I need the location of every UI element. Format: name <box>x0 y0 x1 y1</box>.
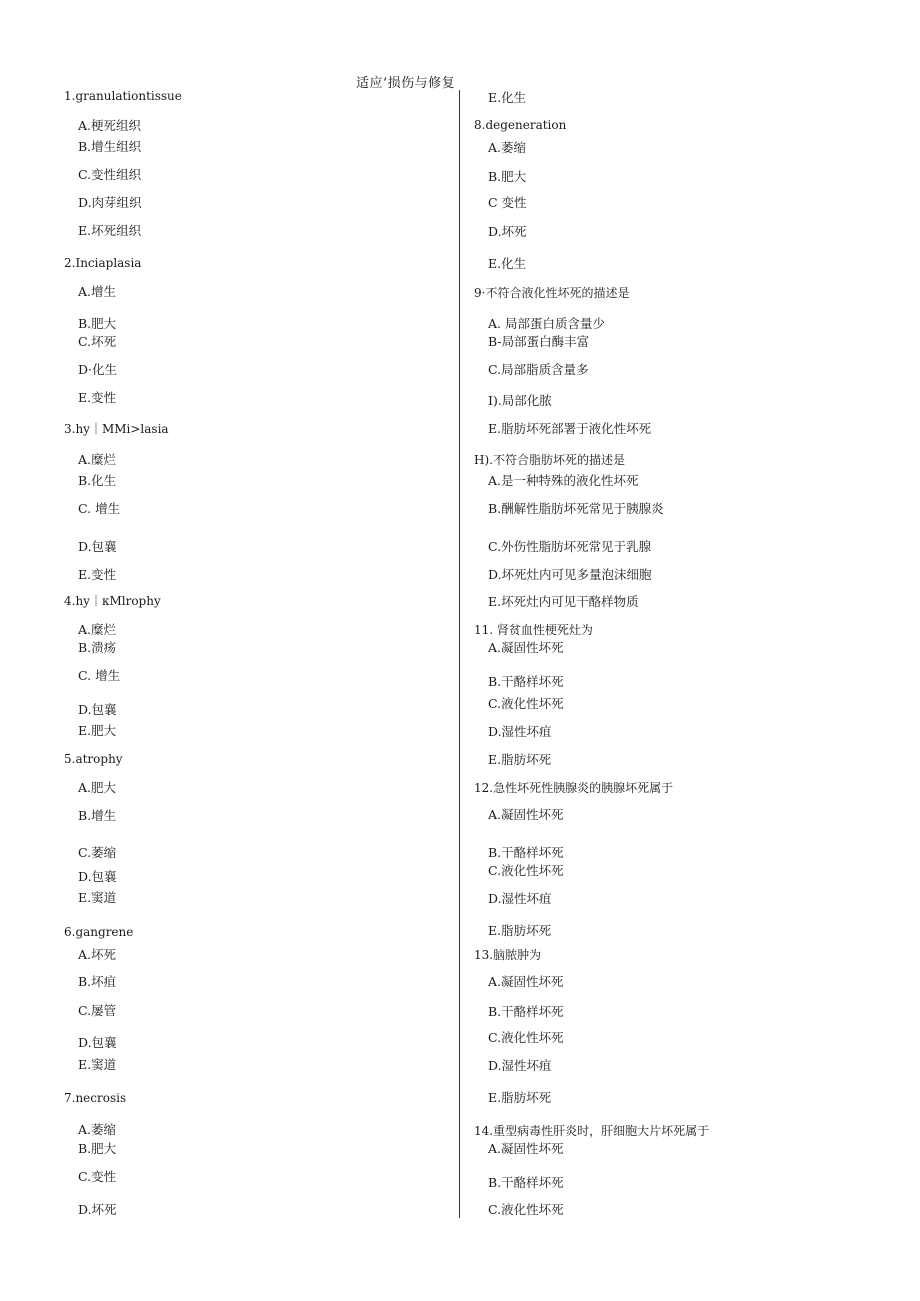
right-option-line: A.萎缩 <box>488 140 527 155</box>
right-option-line: C.液化性坏死 <box>488 1030 564 1045</box>
right-option-line: C.液化性坏死 <box>488 696 564 711</box>
left-option-line: E.窦道 <box>78 890 117 905</box>
right-option-line: A. 局部蛋白质含量少 <box>488 316 605 331</box>
right-option-line: D.坏死灶内可见多量泡沫细胞 <box>488 567 652 582</box>
right-question-line: 13.脑脓肿为 <box>474 948 542 962</box>
right-option-line: E.脂肪坏死 <box>488 923 552 938</box>
right-option-line: D.湿性坏疽 <box>488 891 552 906</box>
left-option-line: D.包襄 <box>78 539 117 554</box>
left-option-line: B.溃疡 <box>78 640 117 655</box>
right-option-line: A.是一种特殊的液化性坏死 <box>488 473 639 488</box>
left-option-line: A.增生 <box>78 284 117 299</box>
right-option-line: I).局部化脓 <box>488 393 552 408</box>
right-option-line: C.液化性坏死 <box>488 1202 564 1217</box>
right-question-line: 12.急性坏死性胰腺炎的胰腺坏死属于 <box>474 781 674 795</box>
right-question-line: 8.degeneration <box>474 118 567 132</box>
left-option-line: B.化生 <box>78 473 117 488</box>
right-option-line: B-局部蛋白酶丰富 <box>488 334 590 349</box>
left-option-line: D.坏死 <box>78 1202 117 1217</box>
left-option-line: D.肉芽组织 <box>78 195 142 210</box>
left-option-line: A.萎缩 <box>78 1122 117 1137</box>
left-option-line: E.变性 <box>78 567 117 582</box>
right-option-line: E.化生 <box>488 90 527 105</box>
right-question-line: H).不符合脂肪坏死的描述是 <box>474 453 625 467</box>
left-option-line: E.坏死组织 <box>78 223 142 238</box>
right-option-line: B.干酪样坏死 <box>488 1175 564 1190</box>
left-option-line: C.萎缩 <box>78 845 117 860</box>
right-option-line: E.脂肪坏死 <box>488 1090 552 1105</box>
left-option-line: A.糜烂 <box>78 622 117 637</box>
left-option-line: A.坏死 <box>78 947 117 962</box>
right-option-line: C.局部脂质含量多 <box>488 362 589 377</box>
left-option-line: E.肥大 <box>78 723 117 738</box>
right-option-line: B.干酪样坏死 <box>488 1004 564 1019</box>
left-question-line: 5.atrophy <box>64 752 123 766</box>
right-option-line: D.湿性坏疽 <box>488 1058 552 1073</box>
left-question-line: 6.gangrene <box>64 925 134 939</box>
left-option-line: C.屡管 <box>78 1003 117 1018</box>
left-option-line: A.梗死组织 <box>78 118 142 133</box>
right-option-line: E.脂肪坏死部署于液化性坏死 <box>488 421 652 436</box>
left-option-line: E.窦道 <box>78 1057 117 1072</box>
right-question-line: 9·不符合液化性坏死的描述是 <box>474 286 630 300</box>
right-option-line: C.液化性坏死 <box>488 863 564 878</box>
column-divider <box>459 90 460 1218</box>
document-title: 适应’损伤与修复 <box>356 76 456 91</box>
left-option-line: D·化生 <box>78 362 117 377</box>
right-option-line: A.凝固性坏死 <box>488 640 564 655</box>
left-option-line: C. 增生 <box>78 501 121 516</box>
right-question-line: 14.重型病毒性肝炎时，肝细胞大片坏死属于 <box>474 1124 710 1138</box>
right-option-line: D.湿性坏疽 <box>488 724 552 739</box>
right-option-line: A.凝固性坏死 <box>488 807 564 822</box>
left-option-line: C.坏死 <box>78 334 117 349</box>
right-option-line: C.外伤性脂肪坏死常见于乳腺 <box>488 539 652 554</box>
right-option-line: C 变性 <box>488 195 527 210</box>
right-option-line: E.化生 <box>488 256 527 271</box>
right-option-line: B.干酪样坏死 <box>488 845 564 860</box>
left-option-line: A.肥大 <box>78 780 117 795</box>
left-option-line: D.包襄 <box>78 702 117 717</box>
left-option-line: D.包襄 <box>78 869 117 884</box>
left-option-line: B.肥大 <box>78 316 117 331</box>
left-question-line: 2.Inciaplasia <box>64 256 142 270</box>
left-option-line: E.变性 <box>78 390 117 405</box>
right-option-line: B.干酪样坏死 <box>488 674 564 689</box>
left-option-line: B.肥大 <box>78 1141 117 1156</box>
left-question-line: 4.hy｜κMlrophy <box>64 594 161 608</box>
right-option-line: B.酬解性脂肪坏死常见于胰腺炎 <box>488 501 664 516</box>
left-question-line: 7.necrosis <box>64 1091 127 1105</box>
left-option-line: A.糜烂 <box>78 452 117 467</box>
left-option-line: D.包襄 <box>78 1035 117 1050</box>
left-option-line: C.变性 <box>78 1169 117 1184</box>
left-option-line: B.增生组织 <box>78 139 142 154</box>
right-option-line: E.脂肪坏死 <box>488 752 552 767</box>
left-question-line: 1.granulationtissue <box>64 89 182 103</box>
left-option-line: B.增生 <box>78 808 117 823</box>
right-question-line: 11. 肾贫血性梗死灶为 <box>474 623 593 637</box>
right-option-line: A.凝固性坏死 <box>488 1141 564 1156</box>
right-option-line: D.坏死 <box>488 224 527 239</box>
left-option-line: C.变性组织 <box>78 167 142 182</box>
left-question-line: 3.hy｜MMi>lasia <box>64 422 169 436</box>
right-option-line: B.肥大 <box>488 169 527 184</box>
right-option-line: A.凝固性坏死 <box>488 974 564 989</box>
left-option-line: B.坏疽 <box>78 974 117 989</box>
right-option-line: E.坏死灶内可见干酪样物质 <box>488 594 639 609</box>
left-option-line: C. 增生 <box>78 668 121 683</box>
